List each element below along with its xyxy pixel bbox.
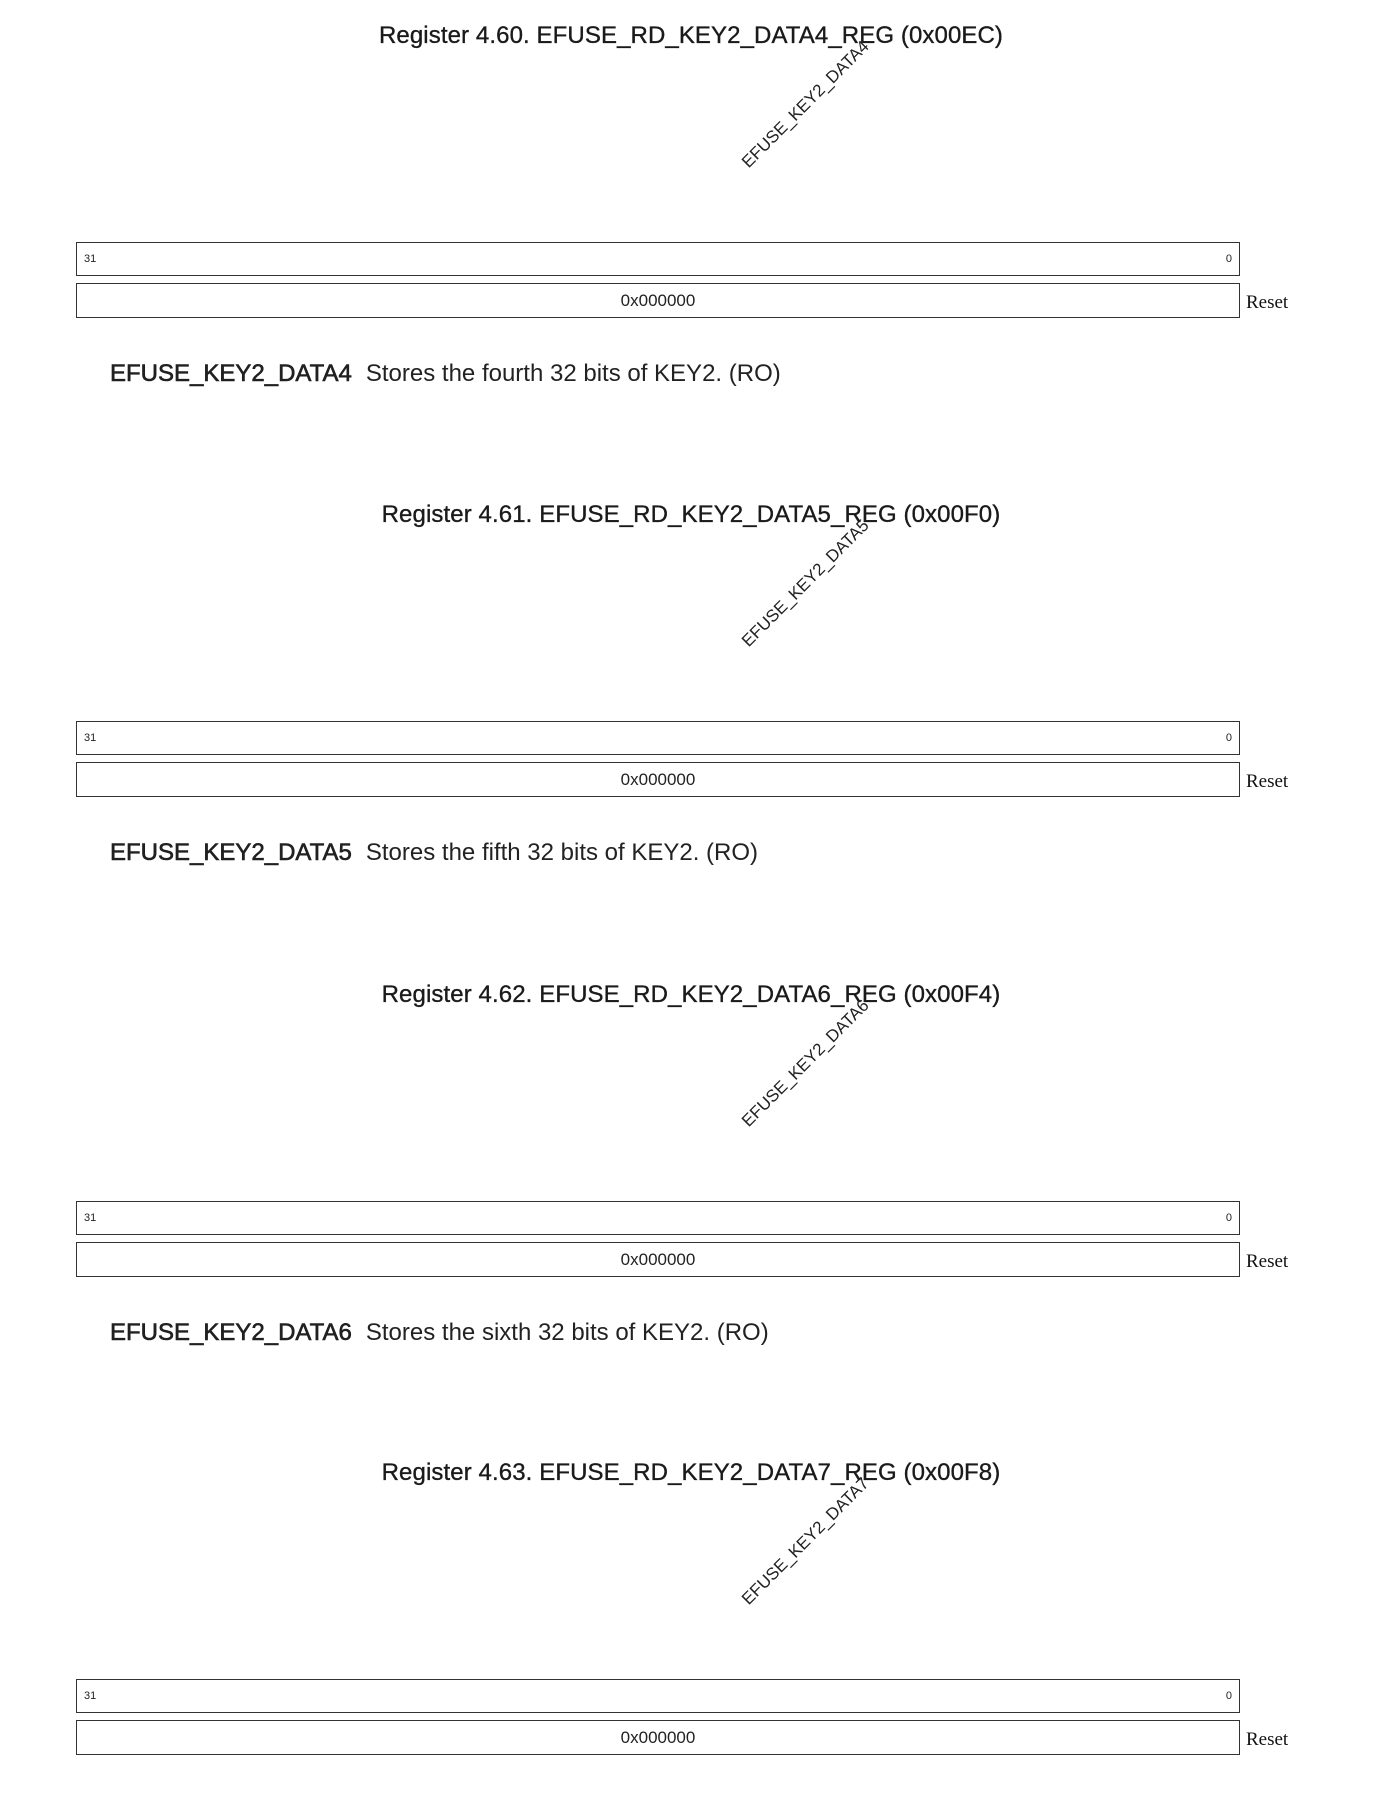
field-description-name: EFUSE_KEY2_DATA4	[110, 360, 352, 387]
register-block	[0, 479, 1382, 899]
field-label: EFUSE_KEY2_DATA7	[738, 1473, 873, 1609]
reset-value: 0x000000	[76, 1720, 1240, 1755]
field-label: EFUSE_KEY2_DATA6	[738, 995, 873, 1131]
reset-value: 0x000000	[76, 1242, 1240, 1277]
field-description	[110, 1319, 769, 1347]
field-description-name: EFUSE_KEY2_DATA5	[110, 839, 352, 866]
reset-label: Reset	[1246, 1729, 1289, 1750]
reset-value: 0x000000	[76, 762, 1240, 797]
bit-high-index: 31	[84, 732, 97, 744]
bit-field-box	[76, 721, 1240, 755]
field-description-name: EFUSE_KEY2_DATA6	[110, 1319, 352, 1346]
bit-field-box	[76, 242, 1240, 276]
reset-value: 0x000000	[76, 283, 1240, 318]
register-title: Register 4.61. EFUSE_RD_KEY2_DATA5_REG (0x00F0)	[381, 501, 1001, 528]
register-title: Register 4.60. EFUSE_RD_KEY2_DATA4_REG (0x00EC)	[378, 22, 1004, 49]
register-block	[0, 959, 1382, 1379]
bit-field-box	[76, 1201, 1240, 1235]
field-description	[110, 360, 781, 388]
bit-low-index: 0	[1225, 1212, 1232, 1224]
field-description-text: Stores the sixth 32 bits of KEY2. (RO)	[365, 1319, 769, 1346]
bit-high-index: 31	[84, 253, 97, 265]
field-description-text: Stores the fifth 32 bits of KEY2. (RO)	[365, 839, 759, 866]
reset-label: Reset	[1246, 771, 1289, 792]
register-title: Register 4.63. EFUSE_RD_KEY2_DATA7_REG (0x00F8)	[381, 1459, 1001, 1486]
bit-low-index: 0	[1225, 253, 1232, 265]
bit-low-index: 0	[1225, 732, 1232, 744]
bit-low-index: 0	[1225, 1690, 1232, 1702]
reset-label: Reset	[1246, 292, 1289, 313]
register-title: Register 4.62. EFUSE_RD_KEY2_DATA6_REG (0x00F4)	[381, 981, 1001, 1008]
reset-label: Reset	[1246, 1251, 1289, 1272]
register-block	[0, 0, 1382, 420]
field-label: EFUSE_KEY2_DATA5	[738, 515, 873, 651]
bit-high-index: 31	[84, 1212, 97, 1224]
field-label: EFUSE_KEY2_DATA4	[738, 36, 873, 172]
bit-field-box	[76, 1679, 1240, 1713]
bit-high-index: 31	[84, 1690, 97, 1702]
field-description-text: Stores the fourth 32 bits of KEY2. (RO)	[365, 360, 781, 387]
field-description	[110, 839, 758, 867]
register-block	[0, 1437, 1382, 1796]
